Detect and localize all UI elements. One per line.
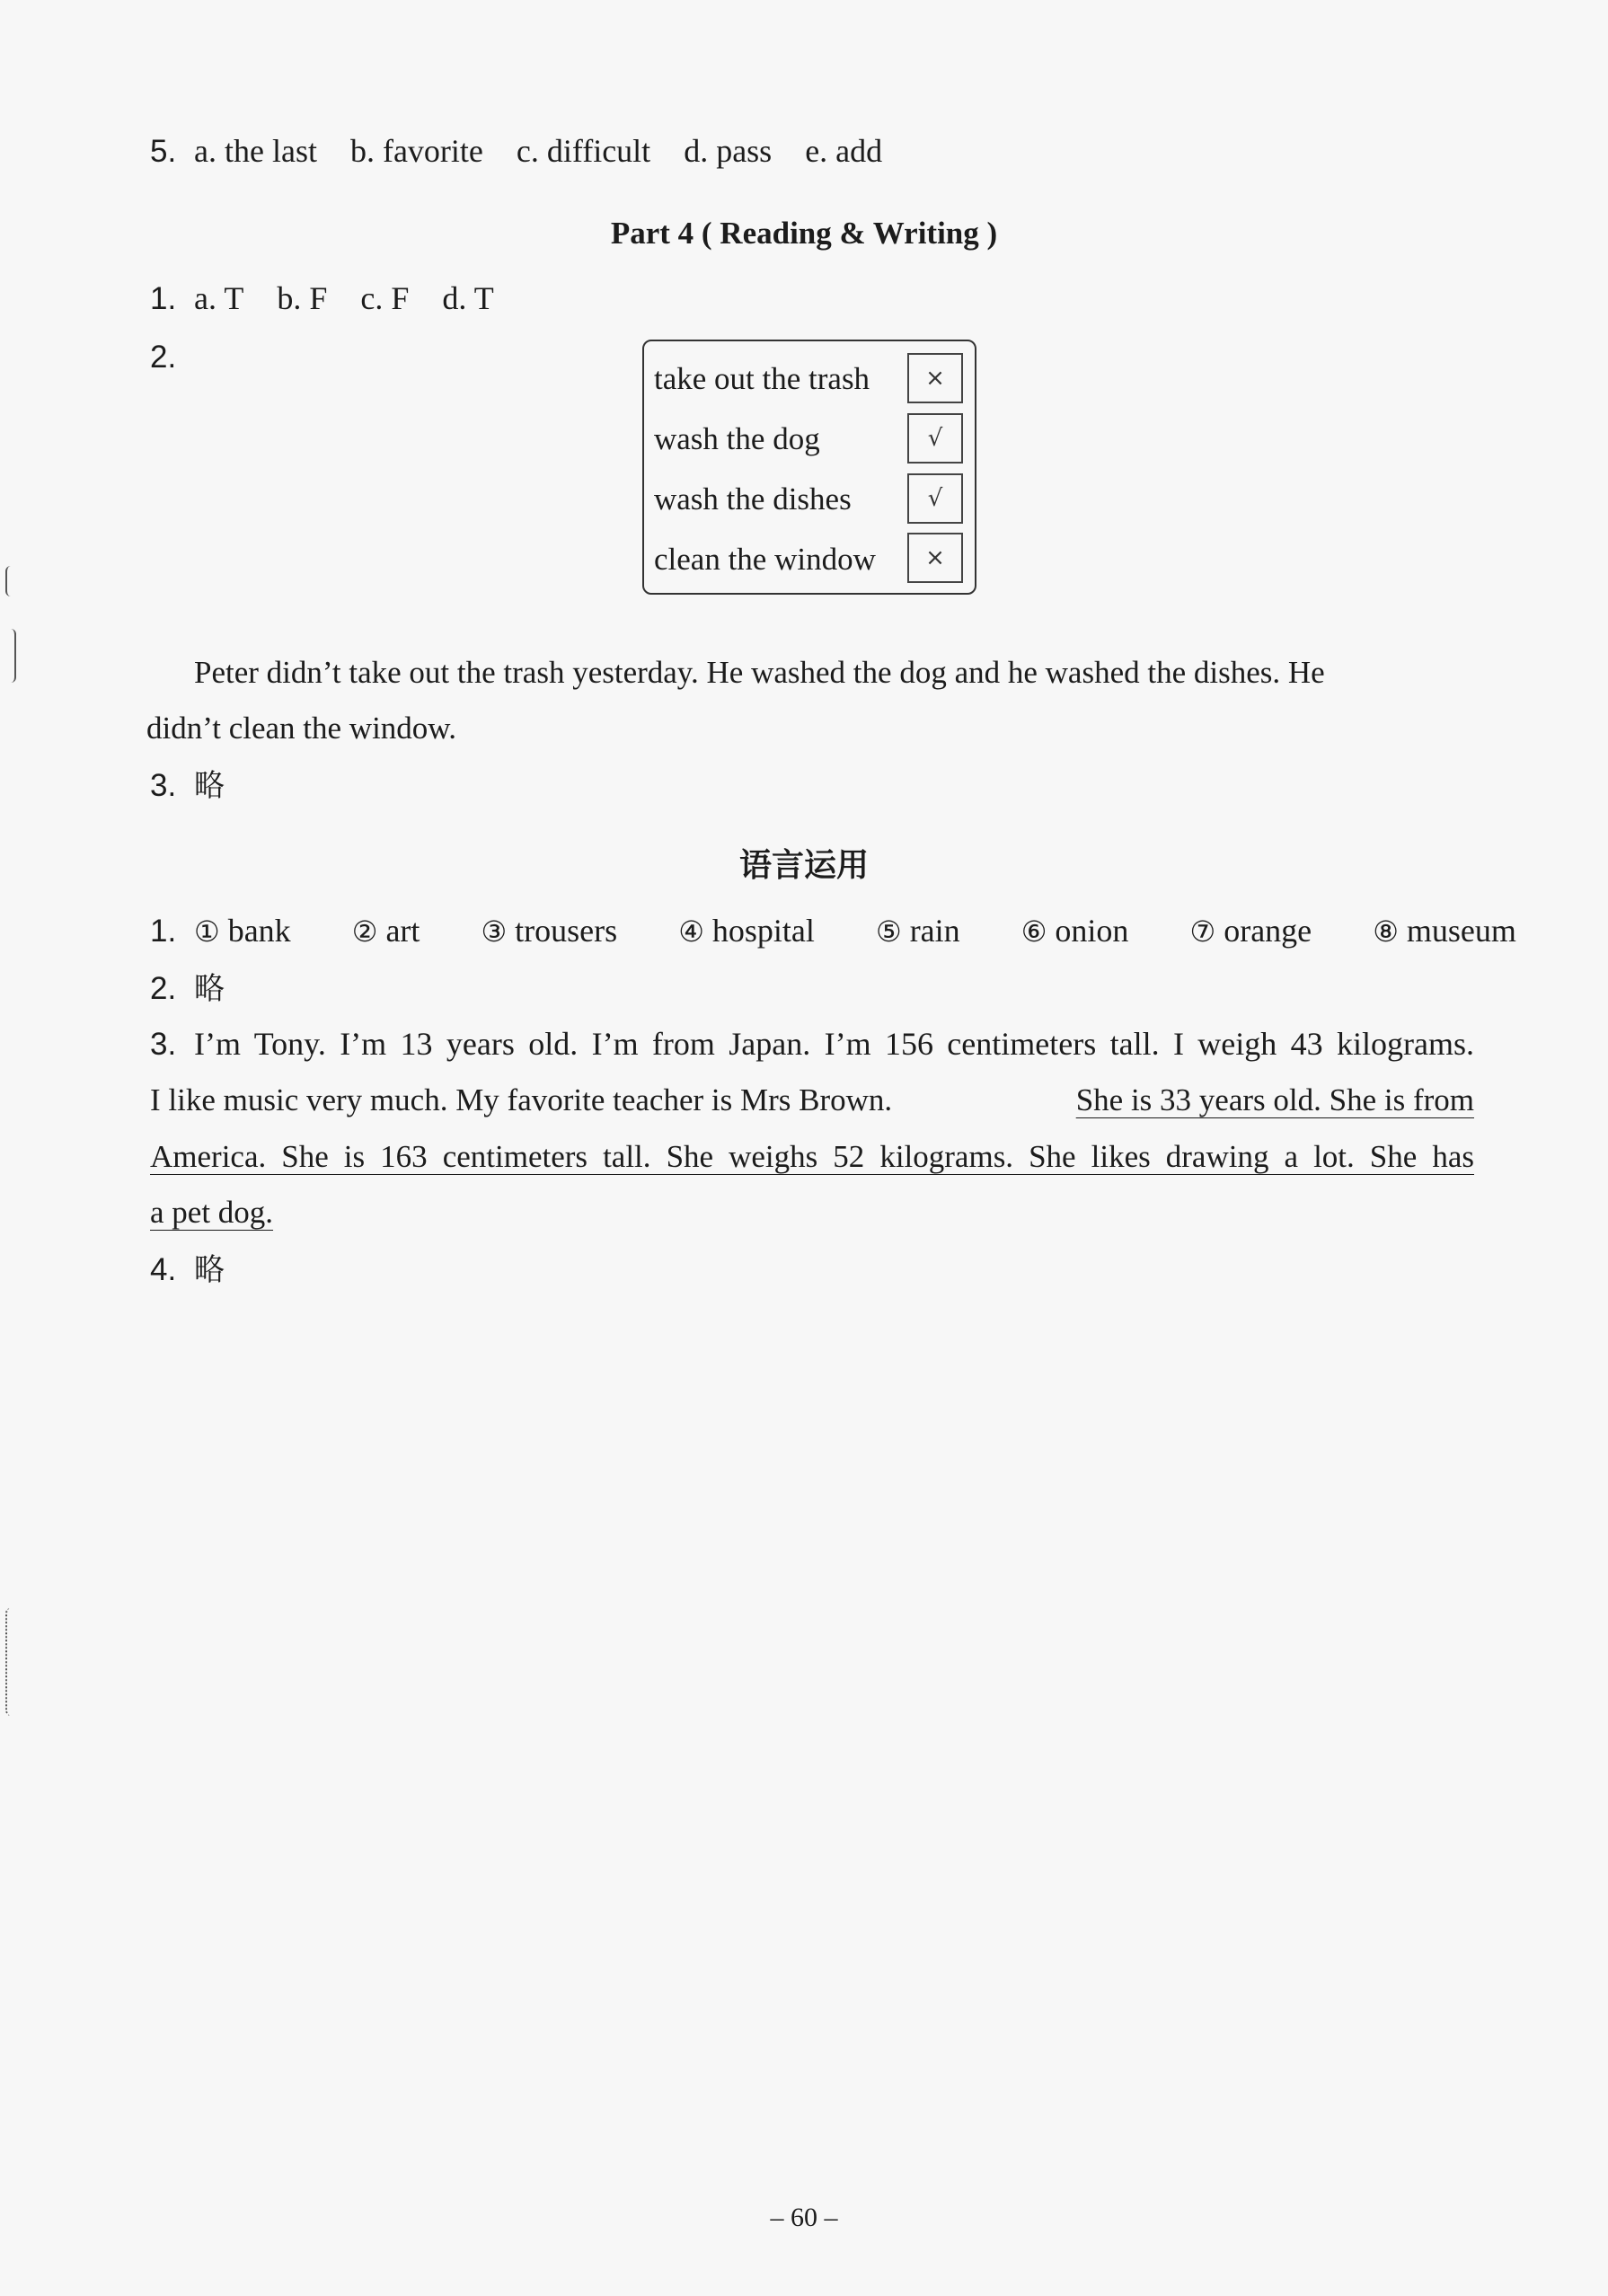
vocab-item: ③ trousers: [481, 913, 618, 949]
chore-label-trash: take out the trash: [654, 361, 870, 396]
lu-q3-text-line3: America. She is 163 centimeters tall. She weighs 52 kilograms. She likes drawing a lot. She has: [150, 1139, 1474, 1174]
lu-q1-items: [194, 914, 1516, 947]
language-use-heading: 语言运用: [738, 846, 869, 884]
q5-option-b: b. favorite: [349, 133, 483, 169]
part4-q1-option-d: d. T: [442, 280, 494, 316]
lu-q2-answer: 略: [194, 971, 225, 1007]
lu-q3-line2: [150, 1084, 1474, 1116]
lu-q3-text-line2-plain: I like music very much. My favorite teacher is Mrs Brown.: [150, 1082, 893, 1117]
part4-q1-option-c: c. F: [360, 280, 410, 316]
vocab-item: ⑦ orange: [1189, 913, 1312, 949]
lu-q3-line1: [150, 1028, 1474, 1060]
part4-q2-number: 2.: [150, 340, 177, 375]
lu-q1-line: [150, 914, 1516, 947]
part4-q1-option-a: a. T: [194, 280, 244, 316]
chore-label-window: clean the window: [654, 542, 876, 577]
lu-q4-answer: 略: [194, 1252, 225, 1288]
lu-q1-number: 1.: [150, 914, 177, 949]
cross-icon: ×: [907, 533, 963, 583]
chore-label-dog: wash the dog: [654, 421, 820, 456]
cross-icon: ×: [907, 353, 963, 403]
q5-line: [150, 135, 882, 167]
q5-option-a: a. the last: [194, 133, 317, 169]
binding-mark: [5, 629, 16, 683]
vocab-item: ⑤ rain: [876, 913, 960, 949]
binding-mark: [5, 1608, 16, 1716]
lu-q3-number: 3.: [150, 1027, 177, 1062]
vocab-item: ① bank: [194, 913, 291, 949]
lu-q2-number: 2.: [150, 971, 177, 1006]
lu-q4-number: 4.: [150, 1252, 177, 1287]
part4-q1-line: [150, 282, 494, 314]
part4-heading: Part 4 ( Reading & Writing ): [610, 216, 998, 251]
q5-number: 5.: [150, 134, 177, 169]
page-number: – 60 –: [770, 2203, 838, 2232]
check-icon: √: [907, 473, 963, 524]
lu-q3-text-line4: a pet dog.: [150, 1195, 274, 1230]
part4-q3-line: [150, 768, 225, 804]
chore-label-dishes: wash the dishes: [654, 481, 852, 517]
part4-q3-answer: 略: [194, 768, 225, 804]
part4-q2-line: [150, 340, 194, 373]
part4-q3-number: 3.: [150, 768, 177, 803]
q5-option-d: d. pass: [684, 133, 773, 169]
part4-q1-option-b: b. F: [277, 280, 328, 316]
q5-option-c: c. difficult: [516, 133, 651, 169]
part4-q1-number: 1.: [150, 281, 177, 316]
vocab-item: ⑥ onion: [1020, 913, 1129, 949]
lu-q3-text-line1: I’m Tony. I’m 13 years old. I’m from Japan. I’m 156 centimeters tall. I weigh 43 kilograms.: [194, 1026, 1474, 1062]
check-icon: √: [907, 413, 963, 464]
vocab-item: ⑧ museum: [1373, 913, 1516, 949]
vocab-item: ④ hospital: [678, 913, 815, 949]
q5-option-e: e. add: [805, 133, 883, 169]
binding-mark: [5, 566, 16, 596]
lu-q3-text-line2-underlined: She is 33 years old. She is from: [1075, 1082, 1474, 1117]
part4-q2-paragraph-line2: didn’t clean the window.: [146, 711, 457, 746]
lu-q4-line: [150, 1252, 225, 1288]
part4-q2-paragraph-line1: Peter didn’t take out the trash yesterday. He washed the dog and he washed the dishes. He: [194, 655, 1325, 690]
chores-table: [642, 340, 976, 595]
lu-q2-line: [150, 971, 225, 1007]
vocab-item: ② art: [351, 913, 420, 949]
